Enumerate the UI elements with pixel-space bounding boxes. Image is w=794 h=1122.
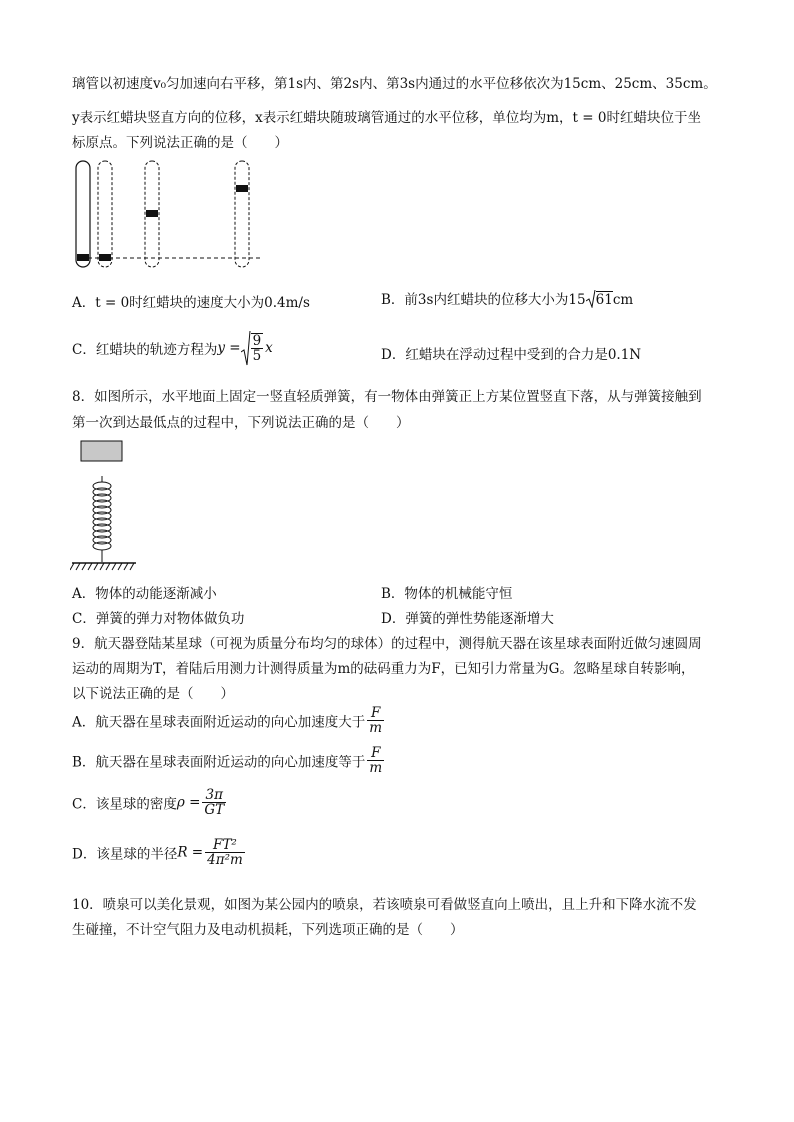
q10-line-2: 生碰撞，不计空气阻力及电动机损耗，下列选项正确的是（ ） (72, 922, 464, 938)
q7-option-c-lhs: y = (217, 340, 241, 356)
q7-option-b (381, 288, 633, 308)
q7-option-c-text: C．红蜡块的轨迹方程为 (72, 342, 218, 358)
q9-option-d-fraction: $\frac{\text{FT²}}{\text{4π²m}}$ (207, 837, 243, 869)
glass-tube-figure (70, 158, 270, 273)
q9-option-b (72, 746, 386, 775)
wax-block-initial (77, 254, 89, 261)
sqrt-radicand: 61 (595, 292, 613, 308)
q7-option-c-fraction: $\frac{9}{5}$ (252, 332, 262, 364)
q7-option-a: A．t = 0时红蜡块的速度大小为0.4m/s (72, 295, 310, 311)
tube-initial (76, 161, 90, 267)
q9-line-2: 运动的周期为T，着陆后用测力计测得质量为m的砝码重力为F，已知引力常量为G。忽略星球自转影响， (72, 661, 695, 677)
q9-option-d-text: D．该星球的半径 (72, 846, 178, 863)
tube-t3 (235, 161, 249, 267)
q9-option-d (72, 838, 247, 867)
q8-option-c: C．弹簧的弹力对物体做负功 (72, 611, 245, 627)
q10-line-1: 10．喷泉可以美化景观，如图为某公园内的喷泉，若该喷泉可看做竖直向上喷出，且上升和下降水流不发 (72, 897, 697, 913)
q9-option-a-text: A．航天器在星球表面附近运动的向心加速度大于 (72, 714, 366, 731)
q7-line-2: y表示红蜡块竖直方向的位移，x表示红蜡块随玻璃管通过的水平位移，单位均为m，t = 0时红蜡块位于坐 (72, 110, 701, 126)
sqrt-symbol (586, 290, 613, 308)
q7-option-c (72, 330, 273, 366)
spring-coil (93, 476, 111, 562)
wax-block-t2 (146, 210, 158, 217)
q7-line-1: 璃管以初速度v₀匀加速向右平移，第1s内、第2s内、第3s内通过的水平位移依次为15cm、25cm、35cm。 (72, 76, 717, 92)
q9-line-1: 9．航天器登陆某星球（可视为质量分布均匀的球体）的过程中，测得航天器在该星球表面附近做匀速圆周 (72, 636, 702, 652)
q9-option-c (72, 788, 228, 817)
q7-option-d: D．红蜡块在浮动过程中受到的合力是0.1N (381, 347, 642, 363)
q7-line-3: 标原点。下列说法正确的是（ ） (72, 135, 288, 151)
q9-option-c-fraction: $\frac{3\pi}{GT}$ (204, 787, 225, 819)
q9-option-a (72, 706, 386, 735)
q9-option-c-lhs: ρ = (176, 794, 201, 811)
q9-option-b-text: B．航天器在星球表面附近运动的向心加速度等于 (72, 754, 366, 771)
q8-option-b: B．物体的机械能守恒 (381, 586, 513, 602)
q8-option-d: D．弹簧的弹性势能逐渐增大 (381, 611, 554, 627)
q8-line-2: 第一次到达最低点的过程中，下列说法正确的是（ ） (72, 415, 410, 431)
ground (70, 563, 136, 570)
tube-t1 (98, 161, 112, 267)
spring-figure (70, 438, 140, 576)
q7-option-b-text: B．前3s内红蜡块的位移大小为15 (381, 292, 586, 308)
q9-option-b-fraction: $\frac{F}{m}$ (369, 745, 383, 777)
q9-line-3: 以下说法正确的是（ ） (72, 686, 234, 702)
q8-option-a: A．物体的动能逐渐减小 (72, 586, 217, 602)
q9-option-c-text: C．该星球的密度 (72, 796, 177, 813)
q7-option-c-x: x (265, 340, 273, 356)
q8-line-1: 8．如图所示，水平地面上固定一竖直轻质弹簧，有一物体由弹簧正上方某位置竖直下落，从与弹簧接触到 (72, 389, 702, 405)
q9-option-a-fraction: $\frac{F}{m}$ (369, 705, 383, 737)
q9-option-d-lhs: R = (177, 844, 204, 861)
sqrt-symbol-c (241, 330, 251, 366)
wax-block-t3 (236, 185, 248, 192)
q7-option-b-unit: cm (612, 292, 634, 308)
falling-block (81, 441, 122, 461)
